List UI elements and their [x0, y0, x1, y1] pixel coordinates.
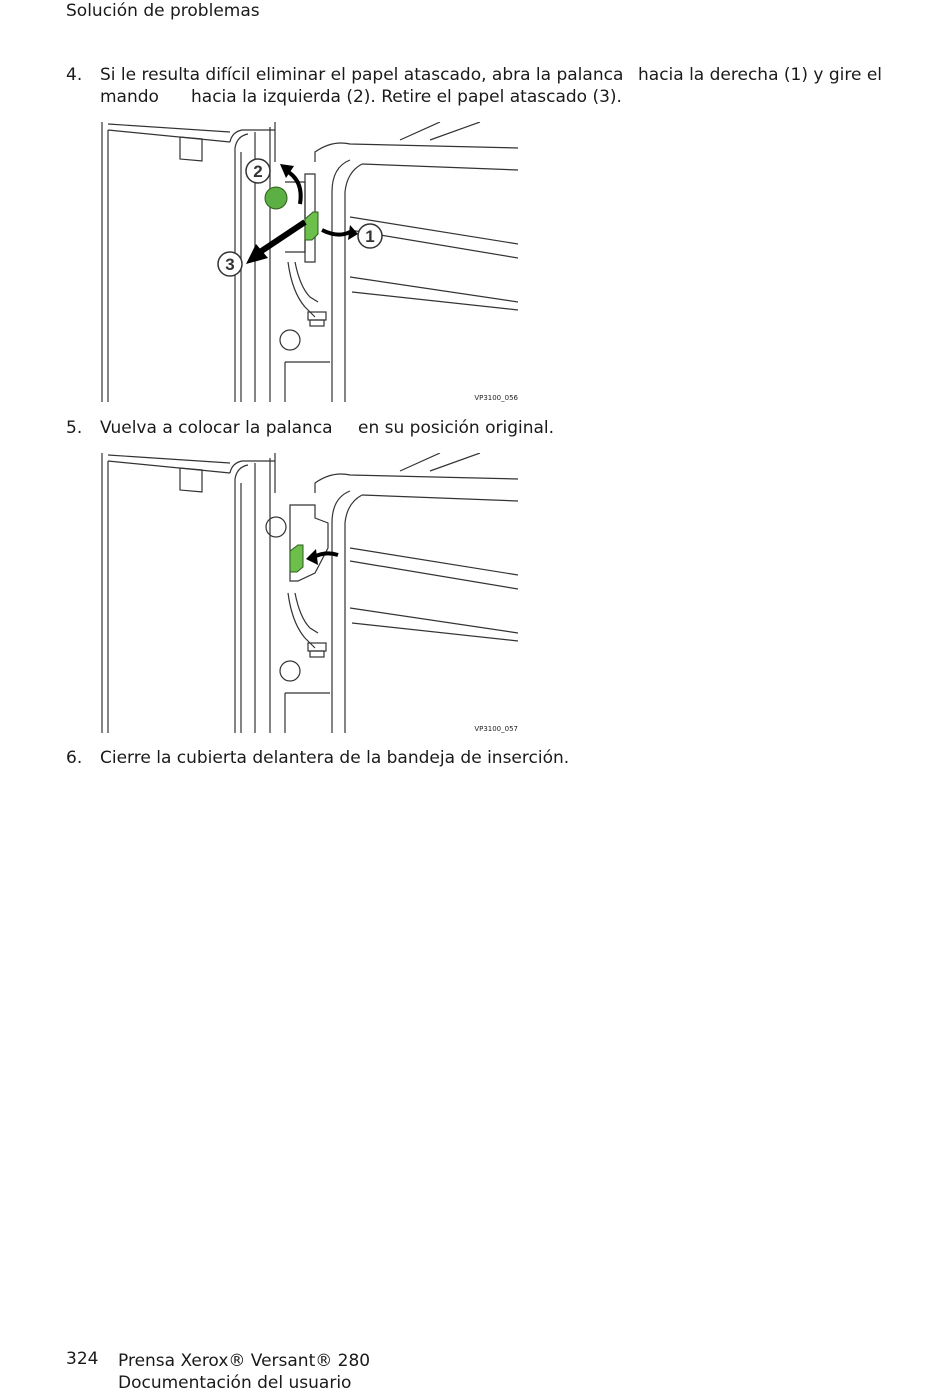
- footer-page-number: 324: [66, 1349, 99, 1369]
- footer-product-line: Prensa Xerox® Versant® 280: [118, 1351, 371, 1371]
- figure-illustration-2: [100, 453, 518, 733]
- callout-3: [218, 252, 242, 276]
- step-4-text-line1-b: hacia la derecha (1) y gire el: [638, 65, 883, 85]
- footer-doc-title: Documentación del usuario: [118, 1373, 352, 1393]
- figure-return-lever: [100, 453, 518, 733]
- figure-code-056: VP3100_056: [474, 394, 518, 402]
- figure-open-lever-turn-knob: [100, 122, 518, 402]
- step-4-number: 4.: [66, 65, 83, 85]
- step-5-number: 5.: [66, 418, 83, 438]
- step-5-text-a: Vuelva a colocar la palanca: [100, 418, 333, 438]
- callout-1: [358, 224, 382, 248]
- step-5-text-b: en su posición original.: [358, 418, 555, 438]
- step-4-text-line1-a: Si le resulta difícil eliminar el papel atascado, abra la palanca: [100, 65, 624, 85]
- step-4-text-line2-a: mando: [100, 87, 159, 107]
- step-4-text-line2-b: hacia la izquierda (2). Retire el papel atascado (3).: [191, 87, 622, 107]
- page-header-section-title: Solución de problemas: [66, 1, 260, 21]
- callout-2-label: 2: [253, 162, 263, 181]
- step-6-number: 6.: [66, 748, 83, 768]
- callout-1-label: 1: [365, 227, 375, 246]
- callout-3-label: 3: [225, 255, 235, 274]
- figure-illustration: [100, 122, 518, 402]
- callout-2: [246, 159, 270, 183]
- figure-code-057: VP3100_057: [474, 725, 518, 733]
- step-6-text: Cierre la cubierta delantera de la bandeja de inserción.: [100, 748, 570, 768]
